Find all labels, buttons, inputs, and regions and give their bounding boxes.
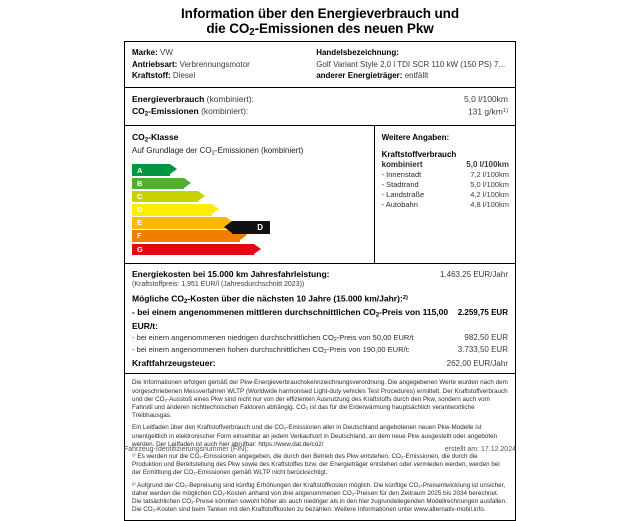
fuel-consumption-row bbox=[382, 170, 509, 180]
fuel-value: Diesel bbox=[172, 71, 196, 80]
co2-class-bar-g bbox=[132, 244, 254, 256]
co2-class-subheading: Auf Grundlage der $CO_2$-Emissionen (kombiniert) bbox=[132, 146, 304, 157]
drive-value: Verbrennungsmotor bbox=[179, 59, 250, 69]
fuel-consumption-row-label: - Innenstadt bbox=[381, 169, 422, 179]
co2-emissions-value: 131 $g/km^{1)}$ bbox=[467, 106, 508, 117]
fuel-consumption-row-value: 7,2 l/100km bbox=[470, 169, 509, 179]
other-energy-value: entfällt bbox=[404, 71, 429, 80]
co2-emissions-label: $CO_2$-Emissionen (kombiniert): bbox=[132, 105, 249, 117]
fuel-consumption-row bbox=[382, 160, 509, 170]
drive-row bbox=[132, 59, 308, 71]
vehicle-tax-row bbox=[132, 358, 508, 370]
co2-cost-row bbox=[132, 307, 508, 332]
co2-class-bars bbox=[132, 164, 368, 255]
co2-class-row-c bbox=[132, 191, 368, 203]
co2-class-bar-label: C bbox=[137, 191, 143, 201]
co2-class-bar-label: B bbox=[137, 178, 143, 188]
vin-label: Fahrzeug-Identifizierungsnummer (FIN): bbox=[124, 446, 249, 453]
vehicle-tax-value: 262,00 EUR/Jahr bbox=[446, 358, 508, 368]
vehicle-identity-block bbox=[125, 42, 515, 88]
created-date-label: erstellt am: 17.12.2024 bbox=[444, 446, 516, 453]
co2-cost-row-label: - bei einem angenommenen mittleren durchschnittlichen $CO_2$-Preis von 115,00 EUR/t: bbox=[132, 307, 449, 332]
fuel-consumption-row bbox=[382, 190, 509, 200]
vehicle-tax-label: Kraftfahrzeugsteuer: bbox=[132, 357, 216, 368]
trade-name-row bbox=[316, 47, 509, 59]
co2-class-row-g bbox=[132, 244, 368, 256]
fuel-consumption-row-value: 5,0 l/100km bbox=[466, 159, 509, 169]
co2-cost-row bbox=[132, 333, 508, 346]
co2-cost-rows bbox=[132, 307, 508, 358]
footnote-1: ¹⁾ Es werden nur die CO₂-Emissionen angegeben, die durch den Betrieb des Pkw entstehen. CO₂-Emissionen, die durch die Produktion und Bereitstellung des Pkw sowie des Kraftstoffes bzw. der Energieträger entstehen oder vermieden werden, werden bei der Ermittlung der CO₂-Emissionen gemäß WLTP nicht berücksichtigt. bbox=[132, 453, 500, 477]
brand-value: VW bbox=[160, 48, 173, 57]
trade-name-label: Handelsbezeichnung: bbox=[316, 48, 399, 57]
co2-class-bar-d bbox=[132, 204, 212, 216]
co2-class-heading: $CO_2$-Klasse bbox=[132, 131, 179, 144]
page-title bbox=[0, 0, 640, 40]
fuel-consumption-row bbox=[382, 180, 509, 190]
fuel-consumption-row-label: - Autobahn bbox=[381, 199, 418, 209]
costs-block bbox=[125, 264, 515, 375]
energy-consumption-value: 5,0 l/100km bbox=[464, 93, 508, 104]
co2-class-bar-e bbox=[132, 217, 226, 229]
fuel-consumption-row-label: - Stadtrand bbox=[381, 179, 419, 189]
fuel-consumption-rows bbox=[382, 160, 509, 210]
consumption-block bbox=[125, 88, 515, 126]
co2-class-scale-panel bbox=[125, 126, 375, 263]
co2-cost-row bbox=[132, 345, 508, 358]
co2-cost-row-value: 2.259,75 EUR bbox=[457, 308, 508, 318]
co2-class-bar-c bbox=[132, 191, 198, 203]
footnote-general: Die Informationen erfolgen gemäß der Pkw-Energieverbrauchskennzeichnungsverordnung. Die angegebenen Werte wurden nach dem vorgeschriebenen Messverfahren WLTP (Worldwide harmonised Light-duty vehicles Test Procedures) ermittelt. Der Kraftstoffverbrauch und der CO₂-Ausstoß eines Pkw sind nicht nur von der effizienten Ausnutzung des Kraftstoffs durch den Pkw, sondern auch vom Fahrstil und anderen nichttechnischen Faktoren abhängig. CO₂ ist das für die Erderwärmung hauptsächlich verantwortliche Treibhausgas. bbox=[132, 379, 508, 420]
co2-cost-row-value: 3.733,50 EUR bbox=[457, 345, 508, 355]
fuel-row bbox=[132, 70, 308, 82]
co2-class-bar-label: F bbox=[137, 231, 142, 241]
co2-class-bar-label: E bbox=[137, 218, 143, 228]
fuel-consumption-row-value: 4,8 l/100km bbox=[470, 199, 509, 209]
energy-costs-label: Energiekosten bei 15.000 km Jahresfahrleistung: bbox=[132, 268, 330, 279]
co2-class-block bbox=[125, 126, 515, 264]
identity-right-column bbox=[312, 42, 515, 87]
label-footer bbox=[124, 446, 516, 453]
co2-emissions-row bbox=[132, 105, 508, 120]
co2-class-bar-b bbox=[132, 178, 184, 190]
further-info-heading: Weitere Angaben: bbox=[381, 132, 450, 142]
fuel-consumption-row-label: - Landstraße bbox=[381, 189, 425, 199]
energy-costs-row bbox=[132, 269, 508, 281]
brand-row bbox=[132, 47, 308, 59]
co2-cost-row-label: - bei einem angenommenen hohen durchschnittlichen $CO_2$-Preis von 190,00 EUR/t: bbox=[132, 345, 410, 356]
co2-class-selected-marker-label: D bbox=[257, 222, 263, 232]
fuel-label: Kraftstoff: bbox=[132, 71, 171, 80]
title-line-2: die $CO_2$-Emissionen des neuen Pkw bbox=[206, 21, 434, 39]
co2-class-bar-label: A bbox=[137, 165, 143, 175]
title-line-1: Information über den Energieverbrauch und bbox=[181, 6, 459, 21]
co2-class-selected-marker bbox=[232, 221, 270, 234]
other-energy-label: anderer Energieträger: bbox=[316, 71, 403, 80]
energy-consumption-row bbox=[132, 93, 508, 105]
trade-name-value: Golf Variant Style 2,0 l TDI SCR 110 kW (150 PS) 7... bbox=[316, 59, 506, 69]
further-info-panel bbox=[375, 126, 515, 263]
energy-costs-value: 1.463,25 EUR/Jahr bbox=[439, 269, 508, 279]
footnote-guide: Ein Leitfaden über den Kraftstoffverbrauch und die CO₂-Emissionen aller in Deutschland angebotenen neuen Pkw-Modelle ist unentgeltlich in elektronischer Form einsehbar an jedem Verkaufsort in Deutschland, an dem neue Pkw ausgestellt oder angeboten werden. Der Leitfaden ist auch hier abrufbar: https://www.dat.de/co2/ bbox=[132, 424, 498, 448]
co2-cost-row-value: 982,50 EUR bbox=[464, 332, 508, 342]
fuel-price-note: (Kraftstoffpreis: 1,951 EUR/l (Jahresdurchschnitt 2023)) bbox=[132, 281, 305, 289]
co2-class-row-d bbox=[132, 204, 368, 216]
identity-left-column bbox=[125, 42, 312, 87]
co2-costs-heading: Mögliche $CO_2$-Kosten über die nächsten 10 Jahre (15.000 km/Jahr):$^{2)}$ bbox=[132, 293, 408, 305]
co2-class-bar-label: G bbox=[137, 244, 143, 254]
co2-class-bar-label: D bbox=[137, 205, 143, 215]
fuel-consumption-row-value: 5,0 l/100km bbox=[470, 179, 509, 189]
fuel-consumption-row bbox=[382, 200, 509, 210]
energy-consumption-label: Energieverbrauch (kombiniert): bbox=[132, 93, 254, 104]
fuel-consumption-row-label: kombiniert bbox=[381, 159, 423, 169]
co2-class-row-a bbox=[132, 164, 368, 176]
brand-label: Marke: bbox=[132, 48, 158, 57]
fuel-consumption-subheading: Kraftstoffverbrauch bbox=[381, 149, 457, 159]
co2-class-row-b bbox=[132, 178, 368, 190]
co2-cost-row-label: - bei einem angenommenen niedrigen durchschnittlichen $CO_2$-Preis von 50,00 EUR/t bbox=[132, 332, 414, 343]
drive-label: Antriebsart: bbox=[132, 59, 178, 69]
co2-class-bar-a bbox=[132, 164, 170, 176]
other-energy-row bbox=[316, 70, 509, 82]
fuel-consumption-row-value: 4,2 l/100km bbox=[470, 189, 509, 199]
footnote-2: ²⁾ Aufgrund der CO₂-Bepreisung sind künftig Erhöhungen der Kraftstoffkosten möglich. Die künftige CO₂-Preisentwicklung ist unsicher, daher werden die möglichen CO₂-Kosten anhand von drei angenommenen CO₂-Preisen für den Zeitraum 2025 bis 2034 berechnet. Die tatsächlichen CO₂-Preise könnten sowohl höher als auch niedriger als in den hier zugrundeliegenden Modellrechnungen ausfallen. Die CO₂-Kosten sind beim Tanken mit den Kraftstoffkosten zu bezahlen. Weitere Informationen unter www.alternativ-mobil.info. bbox=[132, 481, 507, 514]
